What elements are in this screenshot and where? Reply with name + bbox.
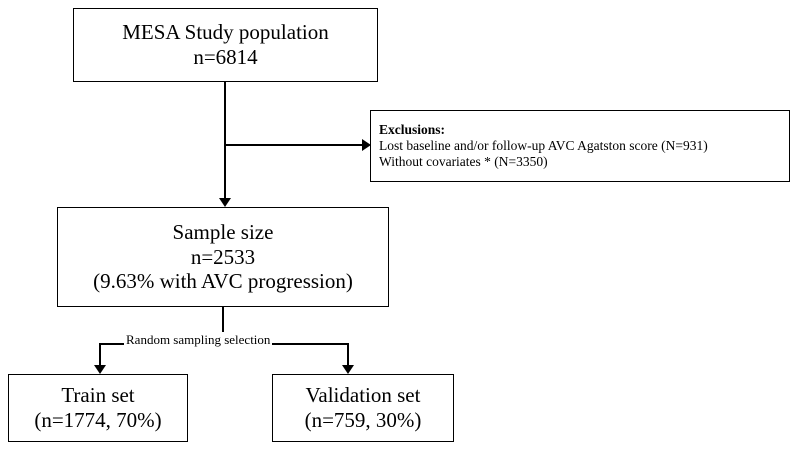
node-validation-set [272, 374, 454, 442]
node-sample-size-line-3: (9.63% with AVC progression) [93, 269, 353, 294]
connector-population-to-sample [224, 82, 226, 198]
connector-split-to-train [99, 343, 101, 365]
node-sample-size-line-2: n=2533 [190, 244, 256, 269]
connector-split-to-validation [347, 343, 349, 365]
connector-population-to-exclusions [224, 144, 364, 146]
node-sample-size-line-1: Sample size [172, 219, 274, 244]
node-study-population-line-1: MESA Study population [122, 20, 329, 45]
node-train-set-line-2: (n=1774, 70%) [34, 408, 162, 432]
node-train-set [8, 374, 188, 442]
node-exclusions-line-1: Lost baseline and/or follow-up AVC Agatston score (N=931) [379, 138, 708, 154]
arrowhead-to-sample [219, 198, 231, 207]
edge-label-random-sampling: Random sampling selection [126, 332, 271, 347]
node-exclusions-line-2: Without covariates * (N=3350) [379, 153, 548, 169]
node-study-population-line-2: n=6814 [193, 45, 258, 69]
node-train-set-line-1: Train set [61, 383, 135, 408]
node-sample-size [57, 207, 389, 307]
node-validation-set-line-2: (n=759, 30%) [304, 408, 422, 432]
node-validation-set-line-1: Validation set [305, 383, 421, 408]
node-study-population [73, 8, 378, 82]
arrowhead-to-train [94, 365, 106, 374]
arrowhead-to-validation [342, 365, 354, 374]
node-exclusions-heading: Exclusions: [379, 122, 446, 138]
node-exclusions [370, 110, 790, 182]
